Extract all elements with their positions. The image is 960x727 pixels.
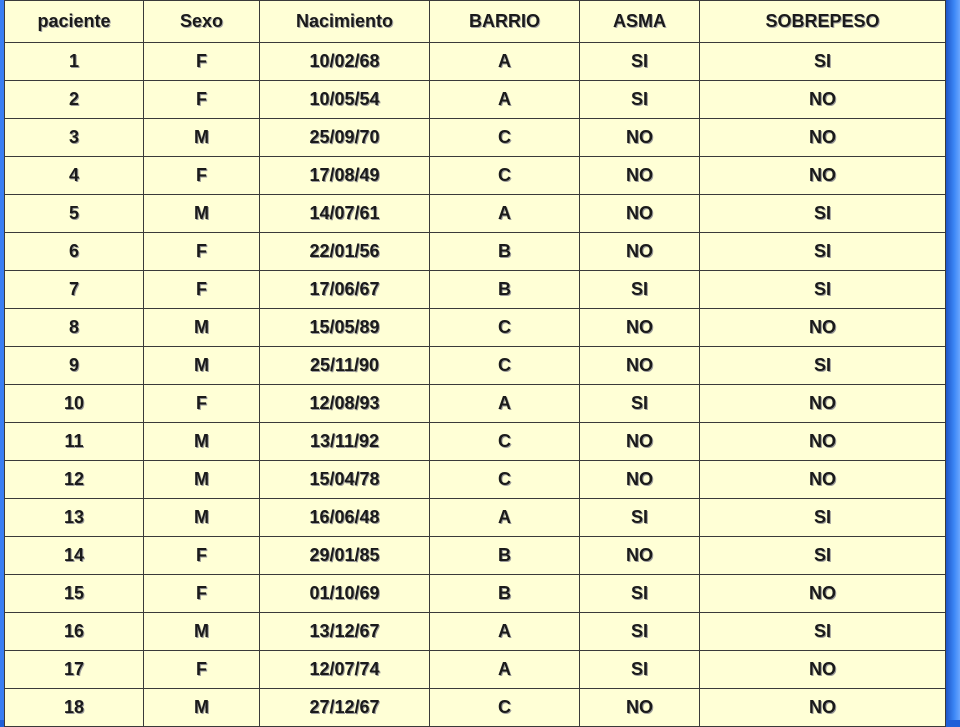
cell-asma: SI xyxy=(580,613,700,651)
table-row xyxy=(5,271,946,309)
slide-background-right xyxy=(945,0,960,720)
cell-nacimiento: 13/12/67 xyxy=(260,613,430,651)
cell-sobrepeso: NO xyxy=(700,309,946,347)
cell-barrio: A xyxy=(430,43,580,81)
cell-sexo: M xyxy=(144,689,260,727)
cell-barrio: C xyxy=(430,347,580,385)
cell-sexo: M xyxy=(144,423,260,461)
cell-asma: NO xyxy=(580,157,700,195)
cell-paciente: 2 xyxy=(5,81,144,119)
cell-nacimiento: 10/05/54 xyxy=(260,81,430,119)
header-barrio: BARRIO xyxy=(430,1,580,43)
cell-sexo: M xyxy=(144,309,260,347)
cell-paciente: 18 xyxy=(5,689,144,727)
cell-asma: SI xyxy=(580,499,700,537)
cell-asma: NO xyxy=(580,309,700,347)
table-row xyxy=(5,157,946,195)
table-row xyxy=(5,423,946,461)
cell-barrio: B xyxy=(430,271,580,309)
cell-sexo: F xyxy=(144,537,260,575)
header-nacimiento: Nacimiento xyxy=(260,1,430,43)
cell-sexo: F xyxy=(144,575,260,613)
cell-paciente: 6 xyxy=(5,233,144,271)
cell-paciente: 4 xyxy=(5,157,144,195)
cell-barrio: C xyxy=(430,157,580,195)
cell-sobrepeso: NO xyxy=(700,81,946,119)
cell-barrio: C xyxy=(430,689,580,727)
table-row xyxy=(5,309,946,347)
cell-barrio: A xyxy=(430,81,580,119)
cell-paciente: 10 xyxy=(5,385,144,423)
cell-sobrepeso: NO xyxy=(700,689,946,727)
cell-asma: NO xyxy=(580,347,700,385)
cell-paciente: 11 xyxy=(5,423,144,461)
cell-paciente: 8 xyxy=(5,309,144,347)
cell-nacimiento: 17/08/49 xyxy=(260,157,430,195)
cell-sobrepeso: SI xyxy=(700,233,946,271)
cell-nacimiento: 15/05/89 xyxy=(260,309,430,347)
cell-sexo: M xyxy=(144,119,260,157)
cell-paciente: 17 xyxy=(5,651,144,689)
cell-asma: SI xyxy=(580,81,700,119)
cell-barrio: A xyxy=(430,195,580,233)
cell-paciente: 9 xyxy=(5,347,144,385)
cell-nacimiento: 29/01/85 xyxy=(260,537,430,575)
cell-nacimiento: 25/11/90 xyxy=(260,347,430,385)
cell-sobrepeso: NO xyxy=(700,461,946,499)
cell-asma: NO xyxy=(580,195,700,233)
cell-sexo: M xyxy=(144,613,260,651)
cell-nacimiento: 14/07/61 xyxy=(260,195,430,233)
cell-sexo: F xyxy=(144,385,260,423)
cell-barrio: A xyxy=(430,499,580,537)
cell-asma: NO xyxy=(580,119,700,157)
cell-sobrepeso: SI xyxy=(700,499,946,537)
cell-sobrepeso: NO xyxy=(700,651,946,689)
table-header-row xyxy=(5,1,946,43)
cell-sobrepeso: SI xyxy=(700,613,946,651)
cell-asma: SI xyxy=(580,43,700,81)
cell-nacimiento: 12/07/74 xyxy=(260,651,430,689)
cell-sobrepeso: NO xyxy=(700,423,946,461)
cell-nacimiento: 17/06/67 xyxy=(260,271,430,309)
cell-nacimiento: 16/06/48 xyxy=(260,499,430,537)
cell-barrio: C xyxy=(430,309,580,347)
cell-nacimiento: 12/08/93 xyxy=(260,385,430,423)
cell-barrio: B xyxy=(430,575,580,613)
cell-sexo: F xyxy=(144,157,260,195)
cell-sexo: M xyxy=(144,195,260,233)
cell-sobrepeso: SI xyxy=(700,347,946,385)
cell-sexo: F xyxy=(144,651,260,689)
cell-paciente: 13 xyxy=(5,499,144,537)
table-row xyxy=(5,233,946,271)
cell-barrio: A xyxy=(430,651,580,689)
cell-sobrepeso: NO xyxy=(700,575,946,613)
table-row xyxy=(5,119,946,157)
cell-sexo: F xyxy=(144,233,260,271)
table-row xyxy=(5,613,946,651)
cell-barrio: A xyxy=(430,385,580,423)
table-row xyxy=(5,499,946,537)
table-row xyxy=(5,537,946,575)
cell-nacimiento: 22/01/56 xyxy=(260,233,430,271)
cell-asma: SI xyxy=(580,651,700,689)
cell-paciente: 5 xyxy=(5,195,144,233)
cell-sexo: F xyxy=(144,271,260,309)
cell-sobrepeso: SI xyxy=(700,537,946,575)
cell-paciente: 3 xyxy=(5,119,144,157)
cell-paciente: 15 xyxy=(5,575,144,613)
cell-asma: SI xyxy=(580,575,700,613)
table-row xyxy=(5,43,946,81)
cell-sexo: F xyxy=(144,81,260,119)
cell-barrio: B xyxy=(430,233,580,271)
header-asma: ASMA xyxy=(580,1,700,43)
patients-table xyxy=(4,0,946,727)
cell-sobrepeso: NO xyxy=(700,385,946,423)
cell-asma: NO xyxy=(580,689,700,727)
cell-asma: NO xyxy=(580,461,700,499)
cell-sexo: M xyxy=(144,499,260,537)
header-paciente: paciente xyxy=(5,1,144,43)
cell-barrio: B xyxy=(430,537,580,575)
cell-nacimiento: 10/02/68 xyxy=(260,43,430,81)
table-row xyxy=(5,195,946,233)
table-row xyxy=(5,385,946,423)
table-row xyxy=(5,461,946,499)
cell-barrio: C xyxy=(430,461,580,499)
cell-sexo: M xyxy=(144,461,260,499)
cell-paciente: 14 xyxy=(5,537,144,575)
cell-paciente: 12 xyxy=(5,461,144,499)
cell-nacimiento: 15/04/78 xyxy=(260,461,430,499)
cell-barrio: C xyxy=(430,119,580,157)
cell-asma: NO xyxy=(580,233,700,271)
header-sobrepeso: SOBREPESO xyxy=(700,1,946,43)
cell-asma: NO xyxy=(580,537,700,575)
cell-sobrepeso: SI xyxy=(700,43,946,81)
cell-sexo: F xyxy=(144,43,260,81)
table-row xyxy=(5,575,946,613)
cell-nacimiento: 27/12/67 xyxy=(260,689,430,727)
table-row xyxy=(5,81,946,119)
cell-barrio: A xyxy=(430,613,580,651)
cell-nacimiento: 13/11/92 xyxy=(260,423,430,461)
table-row xyxy=(5,689,946,727)
cell-nacimiento: 01/10/69 xyxy=(260,575,430,613)
cell-asma: SI xyxy=(580,271,700,309)
cell-nacimiento: 25/09/70 xyxy=(260,119,430,157)
cell-paciente: 16 xyxy=(5,613,144,651)
table-row xyxy=(5,651,946,689)
cell-asma: SI xyxy=(580,385,700,423)
table-row xyxy=(5,347,946,385)
cell-barrio: C xyxy=(430,423,580,461)
table-body xyxy=(5,43,946,727)
cell-sobrepeso: SI xyxy=(700,271,946,309)
cell-paciente: 1 xyxy=(5,43,144,81)
cell-sexo: M xyxy=(144,347,260,385)
cell-sobrepeso: SI xyxy=(700,195,946,233)
header-sexo: Sexo xyxy=(144,1,260,43)
cell-sobrepeso: NO xyxy=(700,157,946,195)
cell-sobrepeso: NO xyxy=(700,119,946,157)
cell-asma: NO xyxy=(580,423,700,461)
cell-paciente: 7 xyxy=(5,271,144,309)
